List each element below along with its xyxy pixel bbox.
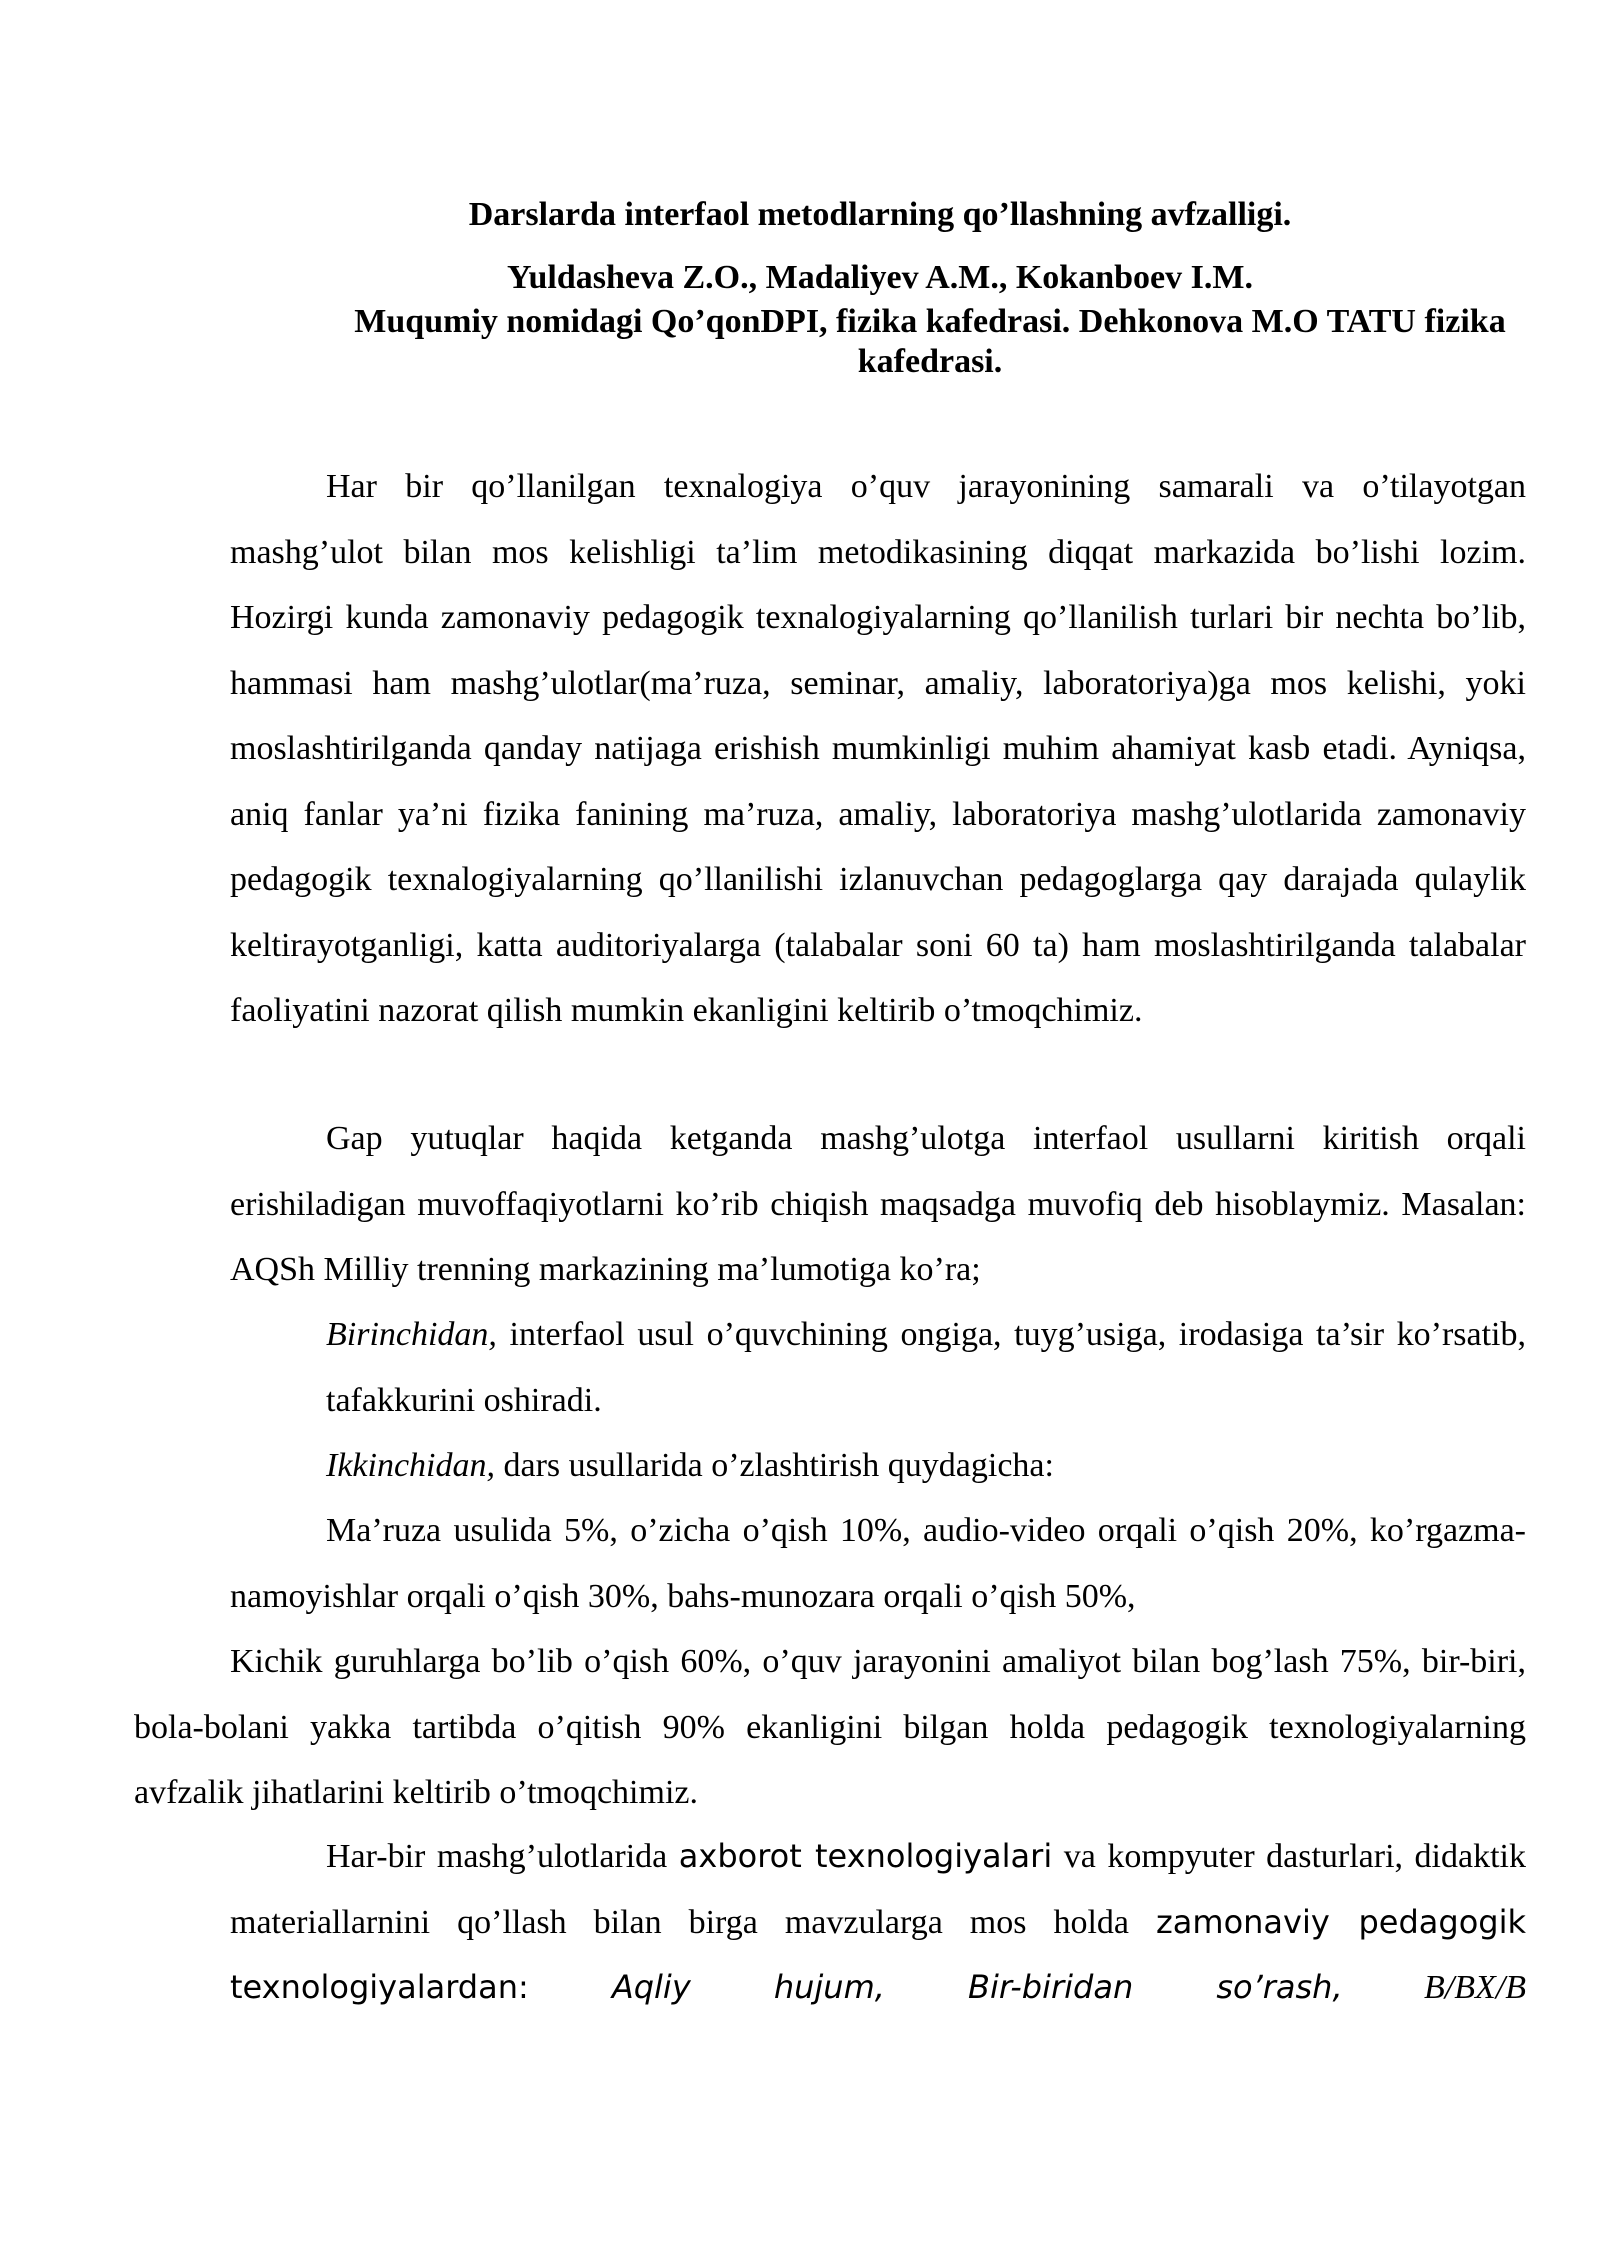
- document-affiliation: Muqumiy nomidagi Qo’qonDPI, fizika kafedrasi. Dehkonova M.O TATU fizika kafedrasi.: [354, 303, 1506, 380]
- first-point-text: interfaol usul o’quvchining ongiga, tuyg’usiga, irodasiga ta’sir ko’rsatib, tafakkurini oshiradi.: [326, 1316, 1526, 1419]
- tech-text-f: B/BX/B: [1342, 1969, 1527, 2006]
- tech-text-c: va kompyuter dasturlari, didaktik materiallarnini qo’llash bilan birga mavzularga mos holda: [230, 1838, 1526, 1941]
- paragraph-second-point: [326, 1433, 1526, 1499]
- paragraph-first-point: [326, 1302, 1526, 1433]
- tech-text-e: Aqliy hujum, Bir-biridan so’rash,: [528, 1968, 1343, 2006]
- document-authors: Yuldasheva Z.O., Madaliyev A.M., Kokanboev I.M.: [507, 259, 1253, 296]
- percentages-part-2: Kichik guruhlarga bo’lib o’qish 60%, o’quv jarayonini amaliyot bilan bog’lash 75%, bir-biri, bola-bolani yakka tartibda o’qitish 90% ekanligini bilgan holda pedagogik texnologiyalarning avfzalik jihatlarini keltirib o’tmoqchimiz.: [134, 1643, 1526, 1811]
- second-point-lead: Ikkinchidan,: [326, 1447, 495, 1484]
- second-point-text: dars usullarida o’zlashtirish quydagicha:: [495, 1447, 1054, 1484]
- paragraph-percentages: [134, 1498, 1526, 1826]
- document-title: Darslarda interfaol metodlarning qo’llashning avfzalligi.: [468, 196, 1292, 233]
- percentages-part-1: Ma’ruza usulida 5%, o’zicha o’qish 10%, audio-video orqali o’qish 20%, ko’rgazma-namoyishlar orqali o’qish 30%, bahs-munozara orqali o’qish 50%,: [230, 1512, 1526, 1615]
- paragraph-intro: Har bir qo’llanilgan texnalogiya o’quv jarayonining samarali va o’tilayotgan mashg’ulot bilan mos kelishligi ta’lim metodikasining diqqat markazida bo’lishi lozim. Hozirgi kunda zamonaviy pedagogik texnalogiyalarning qo’llanilish turlari bir nechta bo’lib, hammasi ham mashg’ulotlar(ma’ruza, seminar, amaliy, laboratoriya)ga mos kelishi, yoki moslashtirilganda qanday natijaga erishish mumkinligi muhim ahamiyat kasb etadi. Ayniqsa, aniq fanlar ya’ni fizika fanining ma’ruza, amaliy, laboratoriya mashg’ulotlarida zamonaviy pedagogik texnalogiyalarning qo’llanilishi izlanuvchan pedagoglarga qay darajada qulaylik keltirayotganligi, katta auditoriyalarga (talabalar soni 60 ta) ham moslashtirilganda talabalar faoliyatini nazorat qilish mumkin ekanligini keltirib o’tmoqchimiz.: [230, 468, 1526, 1029]
- first-point-lead: Birinchidan,: [326, 1316, 497, 1353]
- paragraph-achievements: Gap yutuqlar haqida ketganda mashg’ulotga interfaol usullarni kiritish orqali erishiladigan muvoffaqiyotlarni ko’rib chiqish maqsadga muvofiq deb hisoblaymiz. Masalan: AQSh Milliy trenning markazining ma’lumotiga ko’ra;: [230, 1120, 1526, 1288]
- tech-text-a: Har-bir mashg’ulotlarida: [326, 1838, 679, 1875]
- paragraph-technologies: [230, 1824, 1526, 2021]
- tech-text-d: zamonaviy pedagogik texnologiyalardan:: [230, 1902, 1527, 2006]
- tech-text-b: axborot texnologiyalari: [678, 1837, 1053, 1875]
